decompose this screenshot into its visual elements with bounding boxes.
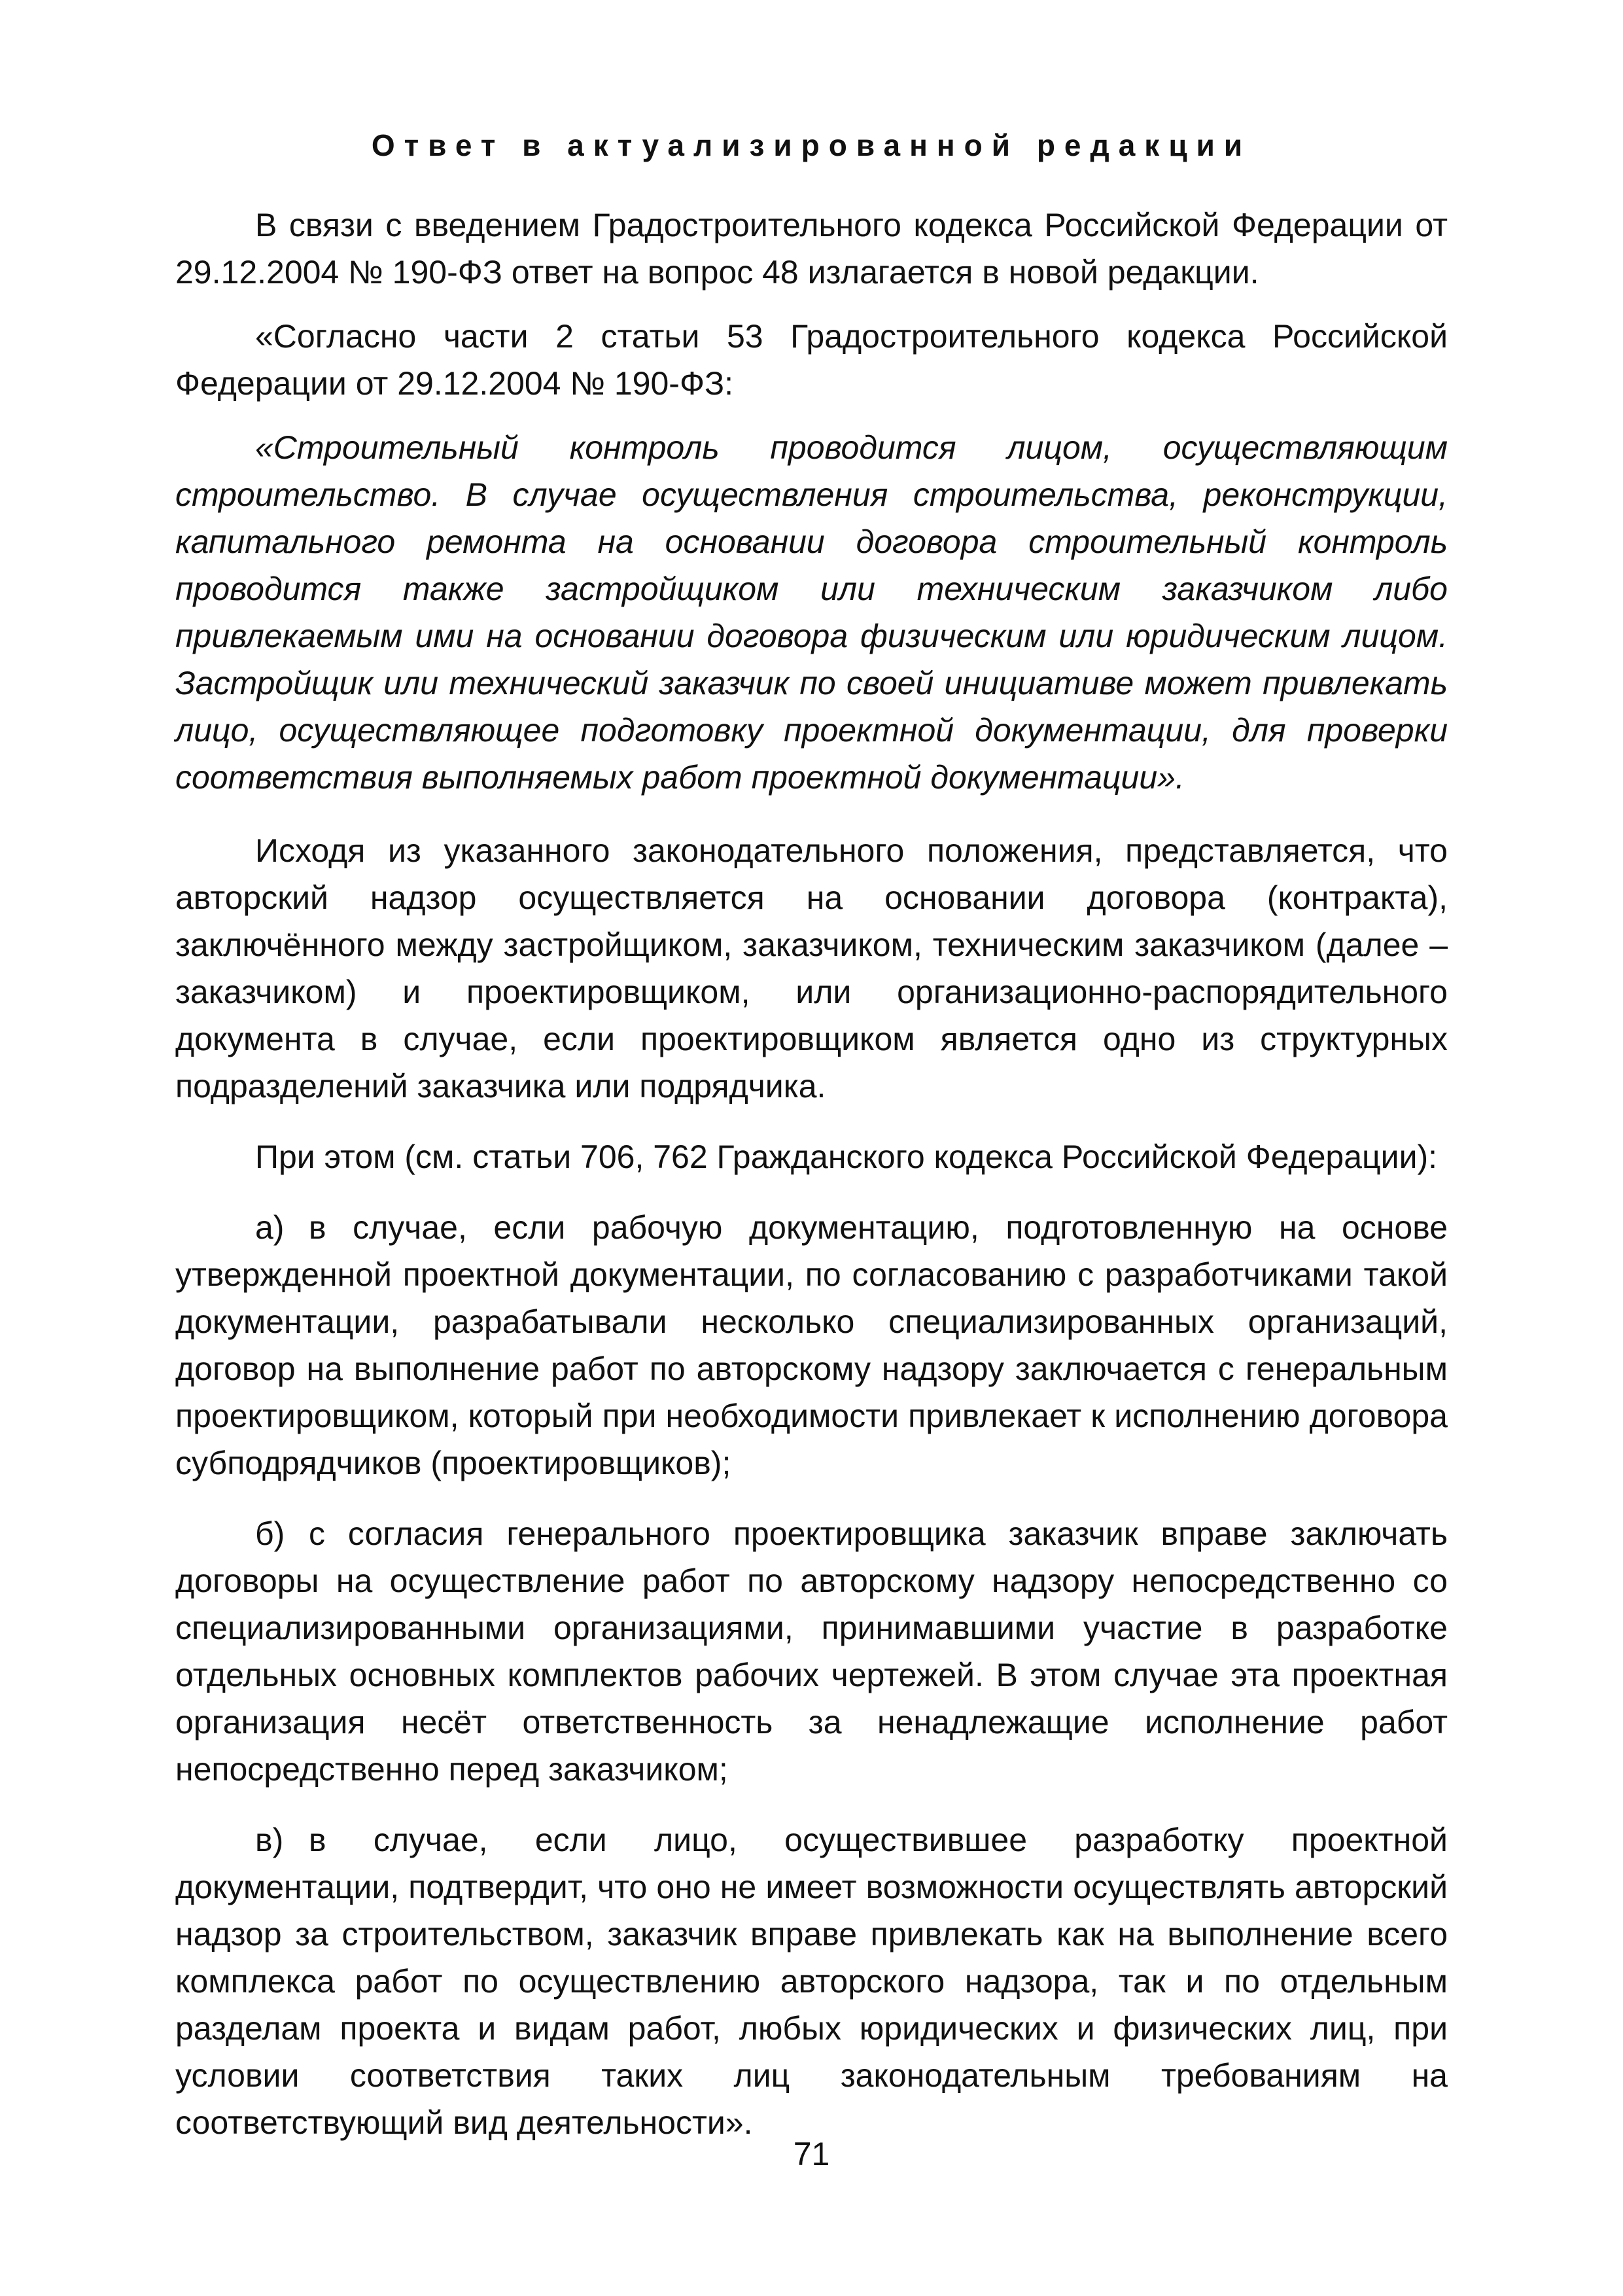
list-text-b: с согласия генерального проектировщика заказчик вправе заключать договоры на осуществление работ по авторскому надзору непосредственно со специализированными организациями, принимавшими участие в разработке отдельных основных комплектов рабочих чертежей. В этом случае эта проектная организация несёт ответственность за ненадлежащие исполнение работ непосредственно перед заказчиком; [175,1515,1448,1788]
list-marker-c: в) [255,1822,284,1859]
page-number: 71 [793,2136,830,2172]
body-paragraph-2: При этом (см. статьи 706, 762 Гражданского кодекса Российской Федерации): [255,1139,1438,1176]
list-marker-b: б) [255,1515,285,1553]
quoted-law-paragraph: «Строительный контроль проводится лицом, осуществляющим строительство. В случае осуществления строительства, реконструкции, капитального ремонта на основании договора строительный контроль проводится также застройщиком или техническим заказчиком либо привлекаемым ими на основании договора физическим или юридическим лицом. Застройщик или технический заказчик по своей инициативе может привлекать лицо, осуществляющее подготовку проектной документации, для проверки соответствия выполняемых работ проектной документации». [175,429,1448,796]
list-item-c [175,1816,1448,2146]
intro-paragraph: В связи с введением Градостроительного кодекса Российской Федерации от 29.12.2004 № 190-ФЗ ответ на вопрос 48 излагается в новой редакции. [175,207,1448,291]
body-paragraph-1: Исходя из указанного законодательного положения, представляется, что авторский надзор осуществляется на основании договора (контракта), заключённого между застройщиком, заказчиком, техническим заказчиком (далее – заказчиком) и проектировщиком, или организационно-распорядительного документа в случае, если проектировщиком является одно из структурных подразделений заказчика или подрядчика. [175,832,1448,1105]
list-marker-a: а) [255,1209,285,1246]
list-item-a [175,1204,1448,1487]
document-page [175,128,1448,2170]
list-text-a: в случае, если рабочую документацию, подготовленную на основе утвержденной проектной документации, по согласованию с разработчиками такой документации, разрабатывали несколько специализированных организаций, договор на выполнение работ по авторскому надзору заключается с генеральным проектировщиком, который при необходимости привлекает к исполнению договора субподрядчиков (проектировщиков); [175,1209,1448,1482]
list-text-c: в случае, если лицо, осуществившее разработку проектной документации, подтвердит, что оно не имеет возможности осуществлять авторский надзор за строительством, заказчик вправе привлекать как на выполнение всего комплекса работ по осуществлению авторского надзора, так и по отдельным разделам проекта и видам работ, любых юридических и физических лиц, при условии соответствия таких лиц законодательным требованиям на соответствующий вид деятельности». [175,1822,1448,2142]
citation-lead-paragraph: «Согласно части 2 статьи 53 Градостроительного кодекса Российской Федерации от 29.12.2004 № 190-ФЗ: [175,318,1448,402]
section-heading: Ответ в актуализированной редакции [371,128,1252,162]
list-item-b [175,1510,1448,1793]
